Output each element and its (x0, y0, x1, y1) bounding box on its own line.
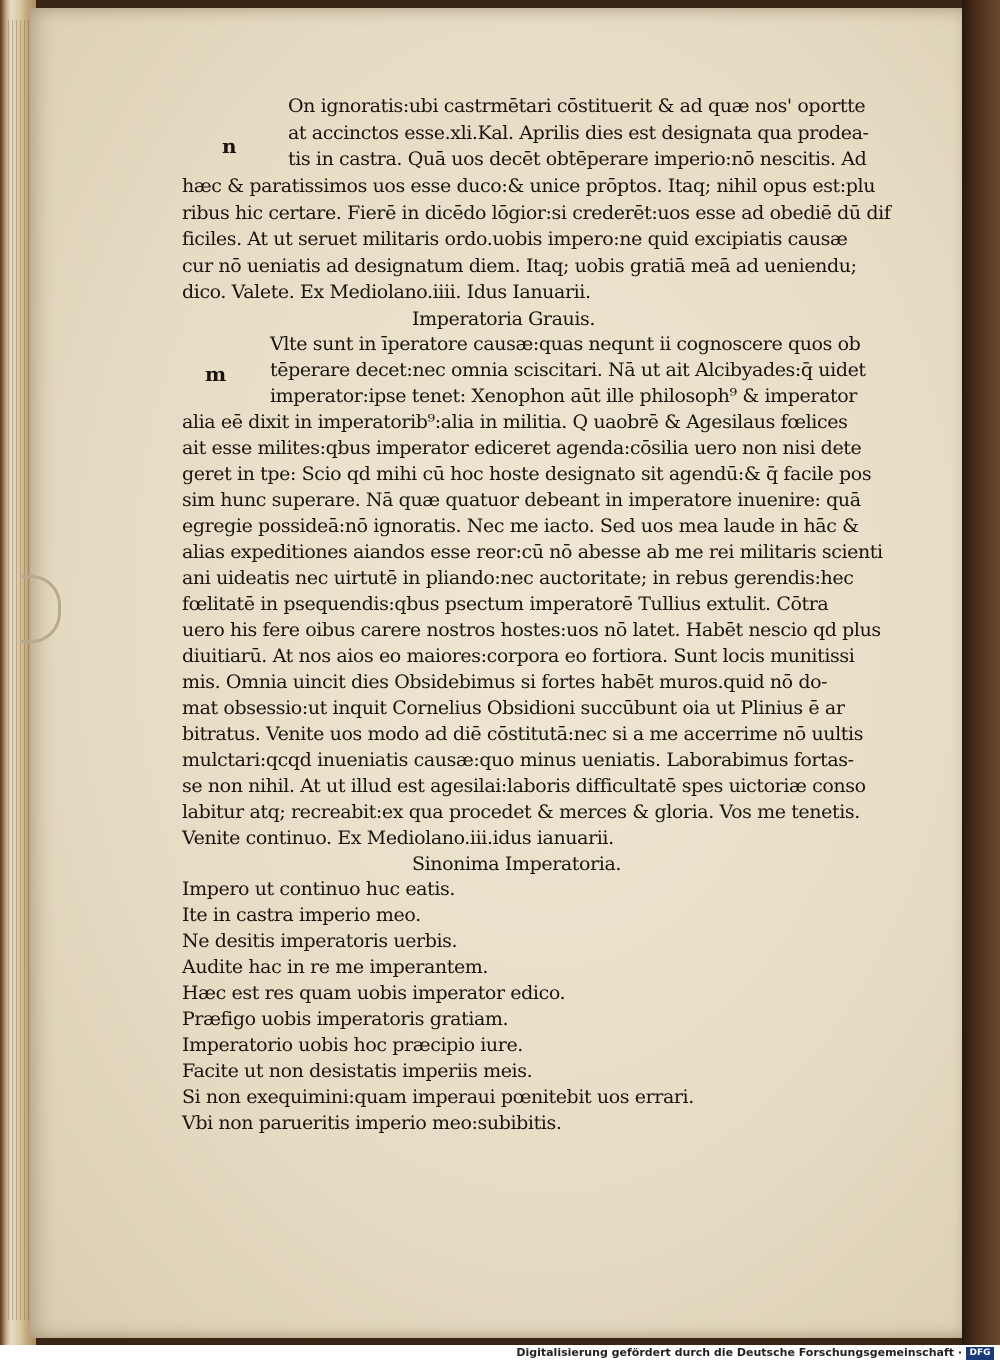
initial-letter: m (205, 362, 227, 386)
text-line: at accinctos esse.xli.Kal. Aprilis dies est designata qua prodea- (288, 122, 869, 144)
text-line: hæc & paratissimos uos esse duco:& unice prōptos. Itaq; nihil opus est:plu (182, 175, 876, 197)
synonym-line: Imperatorio uobis hoc præcipio iure. (182, 1034, 523, 1056)
text-line: bitratus. Venite uos modo ad diē cōstitutā:nec si a me accerrime nō uultis (182, 723, 864, 745)
initial-letter: n (222, 134, 237, 158)
synonym-line: Præfigo uobis imperatoris gratiam. (182, 1008, 509, 1030)
text-line: Venite continuo. Ex Mediolano.iii.idus ianuarii. (182, 827, 614, 849)
text-line: mulctari:qcqd inueniatis causæ:quo minus ueniatis. Laborabimus fortas- (182, 749, 854, 771)
dfg-logo-icon: DFG (966, 1347, 994, 1360)
text-line: sim hunc superare. Nā quæ quatuor debeant in imperatore inuenire: quā (182, 489, 861, 511)
text-line: uero his fere oibus carere nostros hostes:uos nō latet. Habēt nescio qd plus (182, 619, 881, 641)
synonym-line: Facite ut non desistatis imperiis meis. (182, 1060, 533, 1082)
funding-notice: Digitalisierung gefördert durch die Deutsche Forschungsgemeinschaft · (516, 1346, 962, 1359)
text-line: diuitiarū. At nos aios eo maiores:corpora eo fortiora. Sunt locis munitissi (182, 645, 855, 667)
text-line: tēperare decet:nec omnia sciscitari. Nā ut ait Alcibyades:q̄ uidet (270, 359, 866, 381)
text-line: imperator:ipse tenet: Xenophon aūt ille philosoph⁹ & imperator (270, 385, 857, 407)
text-line: egregie possideā:nō ignoratis. Nec me iacto. Sed uos mea laude in hāc & (182, 515, 859, 537)
synonym-line: Si non exequimini:quam imperaui pœnitebit uos errari. (182, 1086, 694, 1108)
section-heading: Imperatoria Grauis. (412, 308, 596, 330)
synonym-line: Ne desitis imperatoris uerbis. (182, 930, 458, 952)
footer-bar (0, 1345, 1000, 1363)
text-line: ficiles. At ut seruet militaris ordo.uobis impero:ne quid excipiatis causæ (182, 228, 848, 250)
synonym-line: Vbi non parueritis imperio meo:subibitis. (182, 1112, 562, 1134)
text-line: ani uideatis nec uirtutē in pliando:nec auctoritate; in rebus gerendis:hec (182, 567, 854, 589)
text-line: tis in castra. Quā uos decēt obtēperare imperio:nō nescitis. Ad (288, 148, 867, 170)
text-line: se non nihil. At ut illud est agesilai:laboris difficultatē spes uictoriæ conso (182, 775, 866, 797)
text-line: ait esse milites:qbus imperator ediceret agenda:cōsilia uero non nisi dete (182, 437, 862, 459)
synonym-line: Audite hac in re me imperantem. (182, 956, 489, 978)
synonym-line: Impero ut continuo huc eatis. (182, 878, 456, 900)
text-line: mis. Omnia uincit dies Obsidebimus si fortes habēt muros.quid nō do- (182, 671, 828, 693)
section-heading: Sinonima Imperatoria. (412, 853, 622, 875)
text-line: mat obsessio:ut inquit Cornelius Obsidioni succūbunt oia ut Plinius ē ar (182, 697, 845, 719)
text-line: Vlte sunt in īperatore causæ:quas nequnt ii cognoscere quos ob (270, 333, 861, 355)
text-line: fœlitatē in psequendis:qbus psectum imperatorē Tullius extulit. Cōtra (182, 593, 829, 615)
synonym-line: Hæc est res quam uobis imperator edico. (182, 982, 566, 1004)
text-line: geret in tpe: Scio qd mihi cū hoc hoste designato sit agendū:& q̄ facile pos (182, 463, 872, 485)
text-line: alias expeditiones aiandos esse reor:cū nō abesse ab me rei militaris scienti (182, 541, 883, 563)
text-line: ribus hic certare. Fierē in dicēdo lōgior:si crederēt:uos esse ad obediē dū dif (182, 202, 891, 224)
text-line: dico. Valete. Ex Mediolano.iiii. Idus Ianuarii. (182, 281, 591, 303)
text-line: On ignoratis:ubi castrmētari cōstituerit & ad quæ nos' oportte (288, 95, 866, 117)
synonym-line: Ite in castra imperio meo. (182, 904, 421, 926)
text-line: alia eē dixit in imperatorib⁹:alia in militia. Q uaobrē & Agesilaus fœlices (182, 411, 848, 433)
text-line: cur nō ueniatis ad designatum diem. Itaq; uobis gratiā meā ad ueniendu; (182, 255, 857, 277)
text-line: labitur atq; recreabit:ex qua procedet & merces & gloria. Vos me tenetis. (182, 801, 860, 823)
